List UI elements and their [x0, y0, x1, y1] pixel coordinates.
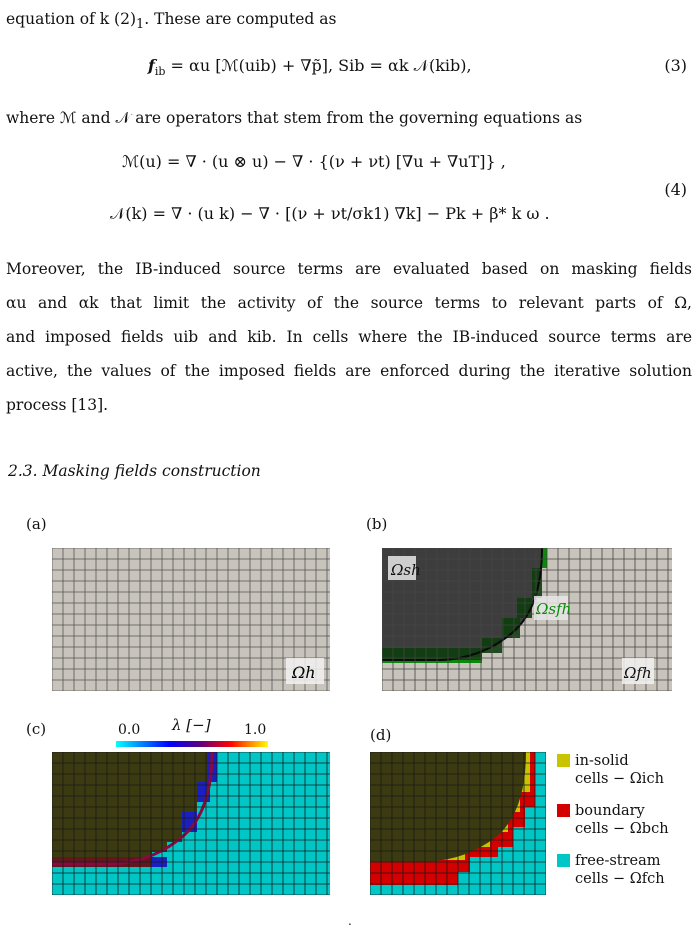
legend-line: cells − Ωich: [575, 771, 664, 787]
text-fragment: equation of k (2): [6, 10, 137, 28]
label-omega-sf: [534, 596, 571, 620]
legend-line: in-solid: [575, 753, 629, 769]
subscript: 1: [136, 17, 145, 33]
legend-swatch-yellow: [557, 754, 570, 767]
legend-line: cells − Ωfch: [575, 871, 665, 887]
legend-swatch-red: [557, 804, 570, 817]
para-line-3: and imposed fields uib and kib. In cells where the IB-induced source terms are: [6, 328, 692, 346]
panel-a-label: (a): [26, 515, 47, 533]
legend-text: [575, 852, 665, 888]
svg-text:Ωh: Ωh: [292, 663, 316, 682]
panel-b-label: (b): [366, 515, 388, 533]
para-line-2: αu and αk that limit the activity of the source terms to relevant parts of Ω,: [6, 294, 692, 312]
subsection-heading: 2.3. Masking fields construction: [8, 462, 261, 480]
panel-b-grid: [382, 548, 672, 691]
footer-dot: .: [348, 914, 352, 928]
colorbar-title: λ [−]: [172, 716, 211, 734]
colorbar-min-label: 0.0: [118, 722, 141, 738]
legend-line: boundary: [575, 803, 645, 819]
panel-d-grid: [370, 752, 546, 895]
para-line-5: process [13].: [6, 396, 109, 414]
svg-text:Ωfh: Ωfh: [624, 664, 652, 682]
para-line-4: active, the values of the imposed fields are enforced during the iterative solution: [6, 362, 692, 380]
eq-symbol: f: [148, 56, 155, 75]
legend-line: cells − Ωbch: [575, 821, 669, 837]
panel-c-label: (c): [26, 720, 47, 738]
svg-text:Ωsfh: Ωsfh: [536, 600, 572, 618]
label-omega-s: [388, 556, 421, 580]
para-line-1: Moreover, the IB-induced source terms are evaluated based on masking fields: [6, 260, 692, 278]
equation-4b: 𝒩(k) = ∇ · (u k) − ∇ · [(ν + νt/σk1) ∇k] − Pk + β* k ω .: [110, 204, 550, 223]
svg-text:Ωsh: Ωsh: [391, 561, 421, 579]
label-omega-f: [622, 658, 654, 684]
colorbar: [116, 741, 268, 747]
panel-a-grid: [52, 548, 330, 691]
legend-text: [575, 752, 664, 788]
text-fragment: . These are computed as: [144, 10, 337, 28]
region-label-omega-h: [286, 658, 324, 684]
legend-line: free-stream: [575, 853, 661, 869]
colorbar-max-label: 1.0: [244, 722, 267, 738]
panel-c-grid: [52, 752, 330, 895]
equation-4a: ℳ(u) = ∇ · (u ⊗ u) − ∇ · {(ν + νt) [∇u + ∇uT]} ,: [122, 152, 506, 171]
legend-swatch-cyan: [557, 854, 570, 867]
eq-body: = αu [ℳ(uib) + ∇p̃], Sib = αk 𝒩(kib),: [170, 56, 472, 75]
panel-d-label: (d): [370, 726, 392, 744]
equation-4-number: (4): [664, 180, 687, 199]
text-line-0: [6, 2, 336, 42]
text-line-1: where ℳ and 𝒩 are operators that stem from the governing equations as: [6, 109, 583, 127]
legend-text: [575, 802, 669, 838]
equation-3-number: (3): [664, 56, 687, 75]
equation-3: $f_{ib} = \alpha u$ [ℳ(uib) + ∇p̃], Sib = αk 𝒩(kib),: [148, 56, 472, 79]
